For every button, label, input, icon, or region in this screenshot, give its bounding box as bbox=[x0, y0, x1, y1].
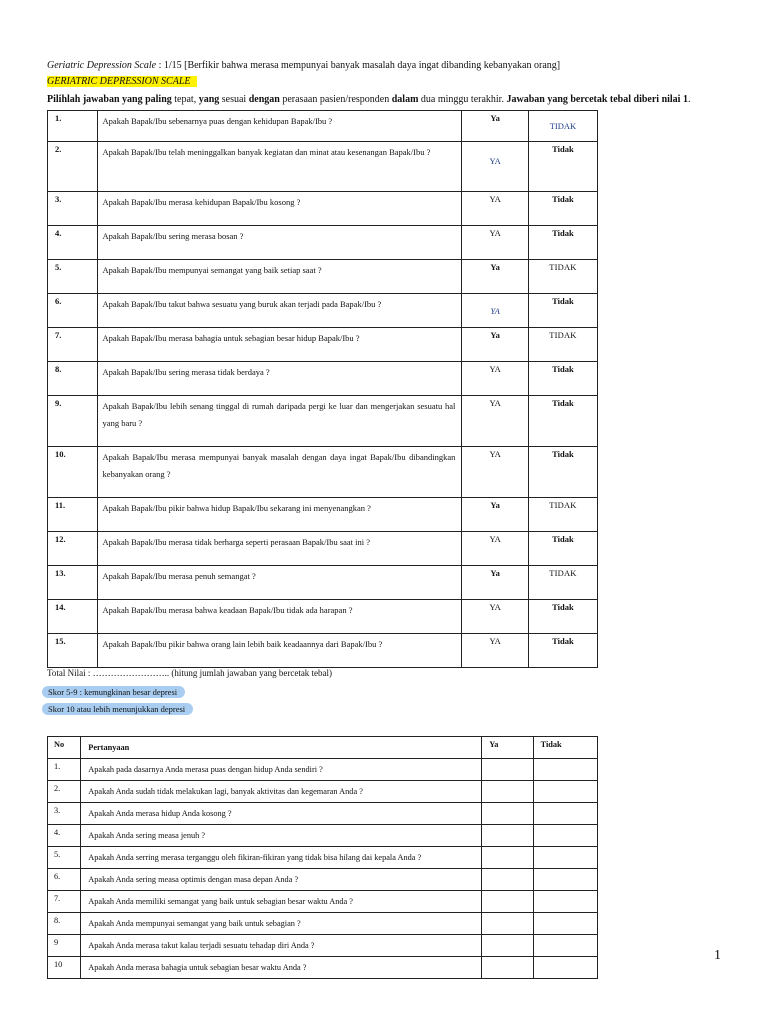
answer-tidak: TIDAK bbox=[528, 328, 597, 362]
table-row bbox=[48, 634, 598, 668]
question-number: 5. bbox=[48, 847, 81, 869]
answer-ya: YA bbox=[462, 447, 528, 498]
answer-ya-cell[interactable] bbox=[482, 759, 533, 781]
answer-tidak-cell[interactable] bbox=[533, 781, 597, 803]
table-row bbox=[48, 935, 598, 957]
question-number: 10. bbox=[48, 447, 98, 498]
instr-bold: Pilihlah jawaban yang paling bbox=[47, 94, 172, 105]
total-score-line: Total Nilai : …………………….. (hitung jumlah jawaban yang bercetak tebal) bbox=[47, 668, 333, 678]
question-text: Apakah Bapak/Ibu merasa mempunyai banyak masalah dengan daya ingat Bapak/Ibu dibandingkan kebanyakan orang ? bbox=[97, 447, 462, 498]
table-row bbox=[48, 192, 598, 226]
answer-tidak: TIDAK bbox=[528, 566, 597, 600]
instr-text: . bbox=[687, 94, 691, 105]
instr-bold: dalam bbox=[391, 94, 419, 105]
table-row bbox=[48, 447, 598, 498]
answer-tidak-cell[interactable] bbox=[533, 913, 597, 935]
scale-note: : 1/15 [Berfikir bahwa merasa mempunyai banyak masalah daya ingat dibanding kebanyakan orang] bbox=[156, 60, 561, 71]
answer-ya: YA bbox=[462, 634, 528, 668]
page-title: GERIATRIC DEPRESSION SCALE bbox=[47, 76, 197, 87]
answer-tidak-cell[interactable] bbox=[533, 869, 597, 891]
answer-ya-cell[interactable] bbox=[482, 803, 533, 825]
answer-ya-cell[interactable] bbox=[482, 913, 533, 935]
question-number: 11. bbox=[48, 498, 98, 532]
instr-text: perasaan pasien/responden bbox=[279, 94, 392, 105]
answer-ya: Ya bbox=[462, 328, 528, 362]
question-number: 9. bbox=[48, 396, 98, 447]
table-row bbox=[48, 847, 598, 869]
question-number: 1. bbox=[48, 759, 81, 781]
answer-ya: Ya bbox=[462, 566, 528, 600]
question-text: Apakah Anda sering measa jenuh ? bbox=[81, 825, 482, 847]
header-tidak: Tidak bbox=[533, 737, 597, 759]
answer-ya-cell[interactable] bbox=[482, 825, 533, 847]
table-row bbox=[48, 362, 598, 396]
answer-tidak: Tidak bbox=[528, 226, 597, 260]
question-number: 2. bbox=[48, 142, 98, 192]
answer-tidak-cell[interactable] bbox=[533, 803, 597, 825]
question-text: Apakah Bapak/Ibu merasa bahwa keadaan Bapak/Ibu tidak ada harapan ? bbox=[97, 600, 462, 634]
question-number: 5. bbox=[48, 260, 98, 294]
table-row bbox=[48, 532, 598, 566]
question-number: 10 bbox=[48, 957, 81, 979]
answer-tidak: Tidak bbox=[528, 192, 597, 226]
answer-tidak: Tidak bbox=[528, 634, 597, 668]
answer-tidak: Tidak bbox=[528, 532, 597, 566]
question-number: 2. bbox=[48, 781, 81, 803]
answer-tidak-cell[interactable] bbox=[533, 847, 597, 869]
question-text: Apakah Bapak/Ibu telah meninggalkan banyak kegiatan dan minat atau kesenangan Bapak/Ibu ? bbox=[97, 142, 462, 192]
question-text: Apakah pada dasarnya Anda merasa puas dengan hidup Anda sendiri ? bbox=[81, 759, 482, 781]
question-number: 7. bbox=[48, 891, 81, 913]
answer-tidak-cell[interactable] bbox=[533, 957, 597, 979]
answer-tidak: Tidak bbox=[528, 447, 597, 498]
instr-bold: yang bbox=[198, 94, 220, 105]
answer-ya: Ya bbox=[462, 260, 528, 294]
answer-tidak: Tidak bbox=[528, 396, 597, 447]
table-row bbox=[48, 600, 598, 634]
header-no: No bbox=[48, 737, 81, 759]
question-number: 1. bbox=[48, 111, 98, 142]
question-text: Apakah Anda memiliki semangat yang baik untuk sebagian besar waktu Anda ? bbox=[81, 891, 482, 913]
answer-tidak: TIDAK bbox=[528, 111, 597, 142]
answer-ya-cell[interactable] bbox=[482, 869, 533, 891]
table-row bbox=[48, 260, 598, 294]
header-ya: Ya bbox=[482, 737, 533, 759]
table-row bbox=[48, 803, 598, 825]
question-text: Apakah Anda merasa hidup Anda kosong ? bbox=[81, 803, 482, 825]
answer-tidak-cell[interactable] bbox=[533, 891, 597, 913]
answer-tidak-cell[interactable] bbox=[533, 935, 597, 957]
answer-ya: YA bbox=[462, 600, 528, 634]
question-text: Apakah Bapak/Ibu pikir bahwa hidup Bapak/Ibu sekarang ini menyenangkan ? bbox=[97, 498, 462, 532]
table-header-row bbox=[48, 737, 598, 759]
table-row bbox=[48, 111, 598, 142]
answer-ya-cell[interactable] bbox=[482, 935, 533, 957]
page-number: 1 bbox=[714, 948, 721, 963]
question-number: 6. bbox=[48, 294, 98, 328]
question-number: 14. bbox=[48, 600, 98, 634]
question-number: 3. bbox=[48, 803, 81, 825]
question-text: Apakah Anda sudah tidak melakukan lagi, banyak aktivitas dan kegemaran Anda ? bbox=[81, 781, 482, 803]
table-row bbox=[48, 142, 598, 192]
answer-ya: YA bbox=[462, 362, 528, 396]
questionnaire-table bbox=[47, 736, 598, 979]
question-text: Apakah Bapak/Ibu pikir bahwa orang lain lebih baik keadaannya dari Bapak/Ibu ? bbox=[97, 634, 462, 668]
score-note-2: Skor 10 atau lebih menunjukkan depresi bbox=[42, 703, 193, 715]
question-text: Apakah Anda merasa takut kalau terjadi sesuatu tehadap diri Anda ? bbox=[81, 935, 482, 957]
answer-tidak: TIDAK bbox=[528, 260, 597, 294]
answer-ya-cell[interactable] bbox=[482, 781, 533, 803]
question-number: 8. bbox=[48, 362, 98, 396]
document-subtitle-line bbox=[47, 60, 560, 71]
question-text: Apakah Anda mempunyai semangat yang baik untuk sebagian ? bbox=[81, 913, 482, 935]
table-row bbox=[48, 957, 598, 979]
table-row bbox=[48, 759, 598, 781]
table-row bbox=[48, 294, 598, 328]
answer-ya: YA bbox=[462, 226, 528, 260]
table-row bbox=[48, 869, 598, 891]
question-text: Apakah Anda merasa bahagia untuk sebagian besar waktu Anda ? bbox=[81, 957, 482, 979]
question-number: 4. bbox=[48, 226, 98, 260]
instr-text: dua minggu terakhir. bbox=[418, 94, 507, 105]
answer-ya-cell[interactable] bbox=[482, 847, 533, 869]
answer-tidak: Tidak bbox=[528, 600, 597, 634]
answer-ya: YA bbox=[462, 532, 528, 566]
question-text: Apakah Bapak/Ibu merasa kehidupan Bapak/Ibu kosong ? bbox=[97, 192, 462, 226]
question-text: Apakah Bapak/Ibu merasa bahagia untuk sebagian besar hidup Bapak/Ibu ? bbox=[97, 328, 462, 362]
question-number: 9 bbox=[48, 935, 81, 957]
question-text: Apakah Bapak/Ibu lebih senang tinggal di rumah daripada pergi ke luar dan mengerjakan sesuatu hal yang baru ? bbox=[97, 396, 462, 447]
question-text: Apakah Bapak/Ibu sering merasa bosan ? bbox=[97, 226, 462, 260]
gds-table bbox=[47, 110, 598, 668]
question-text: Apakah Anda sering measa optimis dengan masa depan Anda ? bbox=[81, 869, 482, 891]
table-row bbox=[48, 825, 598, 847]
instr-text: tepat, bbox=[171, 94, 199, 105]
answer-tidak-cell[interactable] bbox=[533, 759, 597, 781]
table-row bbox=[48, 891, 598, 913]
header-question: Pertanyaan bbox=[81, 737, 482, 759]
table-row bbox=[48, 498, 598, 532]
instr-bold: Jawaban yang bercetak tebal diberi nilai 1 bbox=[506, 94, 688, 105]
question-number: 6. bbox=[48, 869, 81, 891]
answer-ya: YA bbox=[462, 396, 528, 447]
question-number: 15. bbox=[48, 634, 98, 668]
instr-text: sesuai bbox=[219, 94, 249, 105]
instructions bbox=[47, 94, 690, 105]
answer-ya: YA bbox=[462, 192, 528, 226]
table-row bbox=[48, 396, 598, 447]
question-number: 12. bbox=[48, 532, 98, 566]
answer-tidak: Tidak bbox=[528, 362, 597, 396]
answer-ya: YA bbox=[462, 142, 528, 192]
question-text: Apakah Bapak/Ibu sering merasa tidak berdaya ? bbox=[97, 362, 462, 396]
answer-ya: Ya bbox=[462, 498, 528, 532]
answer-tidak: TIDAK bbox=[528, 498, 597, 532]
question-text: Apakah Bapak/Ibu merasa tidak berharga seperti perasaan Bapak/Ibu saat ini ? bbox=[97, 532, 462, 566]
question-number: 4. bbox=[48, 825, 81, 847]
question-number: 3. bbox=[48, 192, 98, 226]
score-note-1: Skor 5-9 : kemungkinan besar depresi bbox=[42, 686, 185, 698]
answer-ya: YA bbox=[462, 294, 528, 328]
table-row bbox=[48, 913, 598, 935]
answer-tidak-cell[interactable] bbox=[533, 825, 597, 847]
answer-ya: Ya bbox=[462, 111, 528, 142]
table-row bbox=[48, 226, 598, 260]
question-text: Apakah Bapak/Ibu merasa penuh semangat ? bbox=[97, 566, 462, 600]
question-text: Apakah Bapak/Ibu sebenarnya puas dengan kehidupan Bapak/Ibu ? bbox=[97, 111, 462, 142]
scale-name: Geriatric Depression Scale bbox=[47, 60, 157, 71]
answer-ya-cell[interactable] bbox=[482, 891, 533, 913]
instr-bold: dengan bbox=[248, 94, 280, 105]
question-number: 8. bbox=[48, 913, 81, 935]
answer-ya-cell[interactable] bbox=[482, 957, 533, 979]
question-number: 13. bbox=[48, 566, 98, 600]
question-text: Apakah Bapak/Ibu mempunyai semangat yang baik setiap saat ? bbox=[97, 260, 462, 294]
table-row bbox=[48, 566, 598, 600]
answer-tidak: Tidak bbox=[528, 142, 597, 192]
question-number: 7. bbox=[48, 328, 98, 362]
question-text: Apakah Anda serring merasa terganggu oleh fikiran-fikiran yang tidak bisa hilang dai kepala Anda ? bbox=[81, 847, 482, 869]
table-row bbox=[48, 781, 598, 803]
table-row bbox=[48, 328, 598, 362]
answer-tidak: Tidak bbox=[528, 294, 597, 328]
question-text: Apakah Bapak/Ibu takut bahwa sesuatu yang buruk akan terjadi pada Bapak/Ibu ? bbox=[97, 294, 462, 328]
